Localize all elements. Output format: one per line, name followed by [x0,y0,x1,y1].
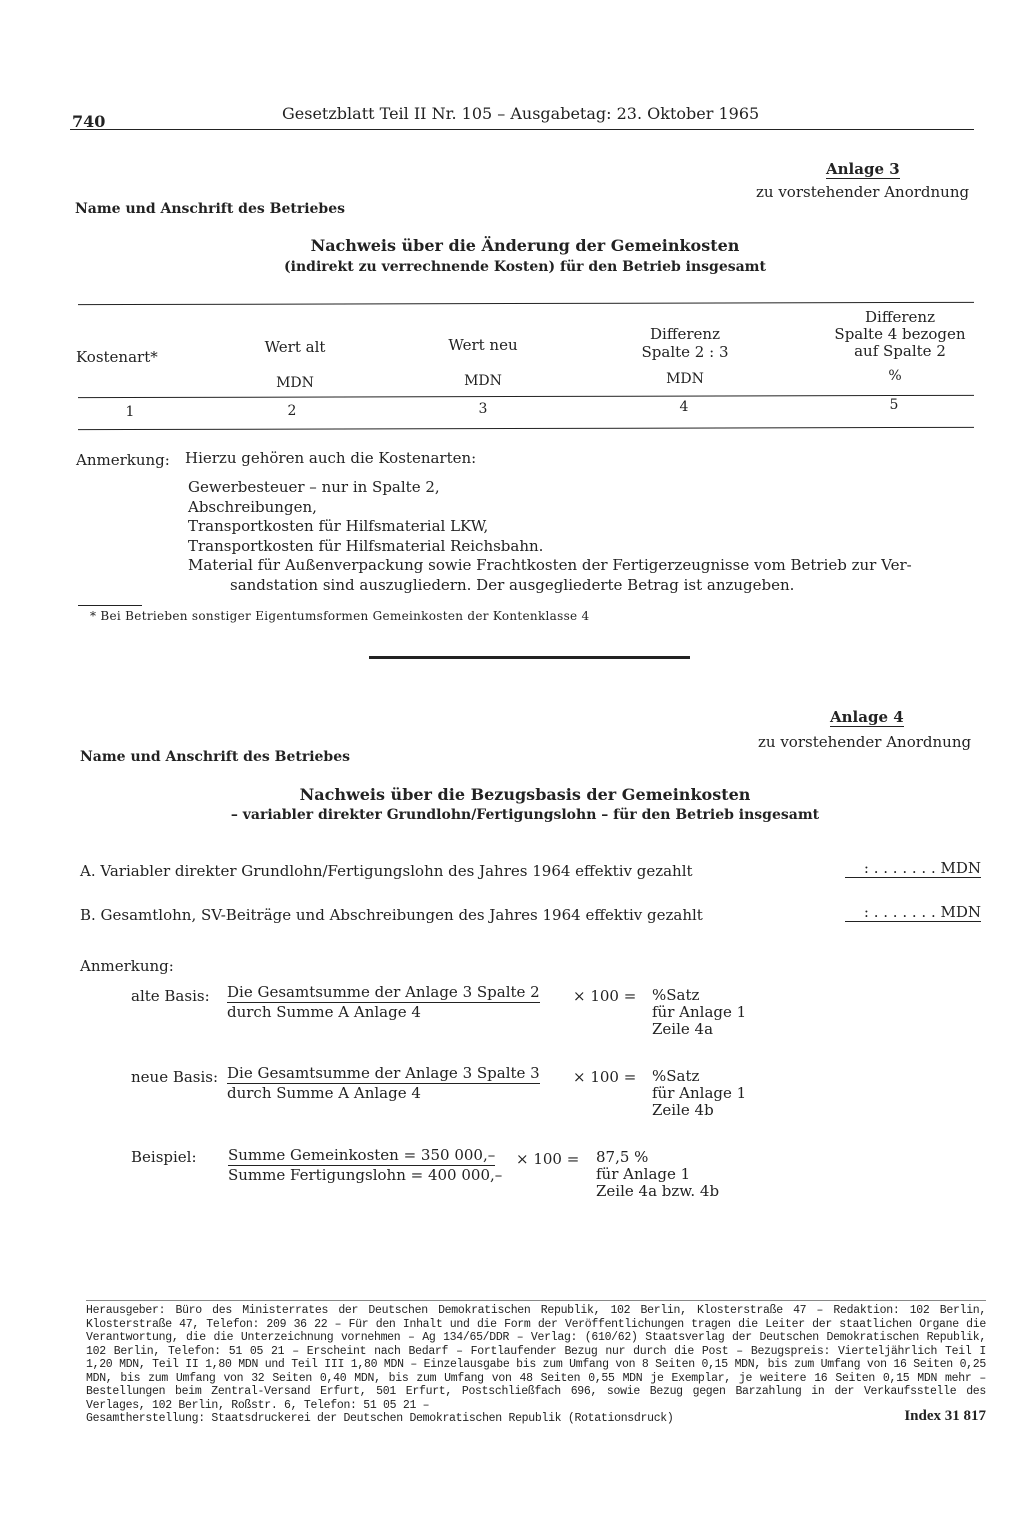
col-wert-alt: Wert alt [264,338,326,356]
beispiel-label: Beispiel: [131,1148,197,1166]
alte-basis-label: alte Basis: [131,987,210,1005]
col-differenz-bezogen [820,309,980,360]
neue-result-1: %Satz [652,1067,700,1085]
section-separator [369,656,690,659]
neue-basis-label: neue Basis: [131,1068,219,1086]
beispiel-result [596,1149,719,1200]
anlage4-line-b: B. Gesamtlohn, SV-Beiträge und Abschreibungen des Jahres 1964 effektiv gezahlt [80,906,703,924]
unit-col4: MDN [666,371,704,387]
beispiel-fraction [228,1146,502,1184]
anlage3-subtitle: (indirekt zu verrechnende Kosten) für den Betrieb insgesamt [284,259,766,275]
anlage4-note-label: Anmerkung: [80,957,174,975]
num-col4: 4 [679,399,689,415]
neue-numerator: Die Gesamtsumme der Anlage 3 Spalte 3 [227,1064,540,1082]
anlage3-title: Nachweis über die Änderung der Gemeinkosten [310,236,740,255]
anlage4-title: Nachweis über die Bezugsbasis der Gemeinkosten [299,785,751,804]
unit-col3: MDN [464,373,502,389]
col-differenz [620,325,750,361]
imprint-text: Herausgeber: Büro des Ministerrates der Deutschen Demokratischen Republik, 102 Berlin, Klosterstraße 47 – Redaktion: 102 Berlin, Klosterstraße 47, Telefon: 209 36 22 – Für den Inhalt und die Form der Veröffentlichungen tragen die Leiter der staatlichen Organe die Verantwortung, die die Unterzeichnung vornehmen – Ag 134/65/DDR – Verlag: (610/62) Staatsverlag der Deutschen Demokratischen Republik, 102 Berlin, Telefon: 51 05 21 – Erscheint nach Bedarf – Fortlaufender Bezug nur durch die Post – Bezugspreis: Vierteljährlich Teil I 1,20 MDN, Teil II 1,80 MDN und Teil III 1,80 MDN – Einzelausgabe bis zum Umfang von 8 Seiten 0,15 MDN, bis zum Umfang von 16 Seiten 0,25 MDN, bis zum Umfang von 32 Seiten 0,40 MDN, bis zum Umfang von 48 Seiten 0,55 MDN je Exemplar, je weitere 16 Seiten 0,15 MDN mehr – Bestellungen beim Zentral-Versand Erfurt, 501 Erfurt, Postschließfach 696, sowie Bezug gegen Barzahlung in der Verkaufsstelle des Verlages, 102 Berlin, Roßstr. 6, Telefon: 51 05 21 – [86,1304,986,1412]
beispiel-denominator: Summe Fertigungslohn = 400 000,– [228,1166,503,1184]
neue-basis-fraction [227,1064,540,1102]
anlage3-footnote: * Bei Betrieben sonstiger Eigentumsformen Gemeinkosten der Kontenklasse 4 [90,609,590,623]
footnote-rule [78,605,142,606]
table-top-rule [78,302,974,305]
anlage3-company-label: Name und Anschrift des Betriebes [75,201,346,217]
unit-col5: % [888,368,902,384]
anlage3-note-intro: Hierzu gehören auch die Kostenarten: [185,449,477,467]
page-number: 740 [72,112,106,131]
num-col5: 5 [889,397,899,413]
note-item: Gewerbesteuer – nur in Spalte 2, [188,478,440,496]
alte-result-2: für Anlage 1 [652,1003,747,1021]
note-item: Transportkosten für Hilfsmaterial LKW, [188,517,489,535]
note-item: Material für Außenverpackung sowie Frachtkosten der Fertigerzeugnisse vom Betrieb zur Ver- [188,556,912,574]
note-item: Abschreibungen, [188,497,317,516]
beispiel-result-1: 87,5 % [596,1148,649,1166]
alte-result-1: %Satz [652,986,700,1004]
num-col1: 1 [125,404,135,420]
anlage3-sublabel: zu vorstehender Anordnung [756,183,970,201]
table-bottom-rule [78,427,974,430]
beispiel-numerator: Summe Gemeinkosten = 350 000,– [228,1146,496,1164]
anlage3-label: Anlage 3 [826,160,900,178]
col-differenz-line2: Spalte 2 : 3 [641,343,729,361]
col5-line1: Differenz [865,308,935,326]
anlage3-note-label: Anmerkung: [76,451,170,469]
anlage4-subtitle: – variabler direkter Grundlohn/Fertigungslohn – für den Betrieb insgesamt [230,807,820,823]
beispiel-result-2: für Anlage 1 [596,1165,691,1183]
header-rule [70,129,974,130]
unit-col2: MDN [276,375,314,391]
anlage4-line-a: A. Variabler direkter Grundlohn/Fertigungslohn des Jahres 1964 effektiv gezahlt [80,862,693,880]
num-col2: 2 [287,403,297,419]
alte-result-3: Zeile 4a [652,1020,714,1038]
col5-line3: auf Spalte 2 [854,342,946,360]
imprint-block [86,1304,986,1426]
alte-numerator: Die Gesamtsumme der Anlage 3 Spalte 2 [227,983,540,1001]
col-differenz-line1: Differenz [650,325,720,343]
imprint-rule [86,1300,986,1301]
anlage4-line-b-field: : . . . . . . . MDN [845,903,981,922]
alte-basis-fraction [227,983,540,1021]
anlage4-company-label: Name und Anschrift des Betriebes [80,749,351,765]
neue-times: × 100 = [573,1068,637,1086]
neue-result-3: Zeile 4b [652,1101,714,1119]
note-item: Transportkosten für Hilfsmaterial Reichsbahn. [188,536,544,555]
neue-denominator: durch Summe A Anlage 4 [227,1084,421,1102]
anlage4-label: Anlage 4 [830,708,904,726]
col-wert-neu: Wert neu [448,336,518,354]
anlage4-sublabel: zu vorstehender Anordnung [758,733,972,751]
beispiel-times: × 100 = [516,1150,580,1168]
alte-denominator: durch Summe A Anlage 4 [227,1003,421,1021]
col5-line2: Spalte 4 bezogen [834,325,966,343]
alte-times: × 100 = [573,987,637,1005]
imprint-index: Index 31 817 [904,1408,986,1424]
num-col3: 3 [478,401,488,417]
anlage3-note-list [188,478,978,595]
page-header-title: Gesetzblatt Teil II Nr. 105 – Ausgabetag: 23. Oktober 1965 [282,104,760,123]
neue-result-2: für Anlage 1 [652,1084,747,1102]
imprint-last-line: Gesamtherstellung: Staatsdruckerei der Deutschen Demokratischen Republik (Rotationsdruck) [86,1412,674,1425]
table-mid-rule [78,395,974,398]
anlage4-line-a-field: : . . . . . . . MDN [845,859,981,878]
note-item: sandstation sind auszugliedern. Der ausgegliederte Betrag ist anzugeben. [230,575,795,594]
alte-result [652,987,746,1038]
beispiel-result-3: Zeile 4a bzw. 4b [596,1182,720,1200]
col-kostenart: Kostenart* [76,348,158,366]
neue-result [652,1068,746,1119]
